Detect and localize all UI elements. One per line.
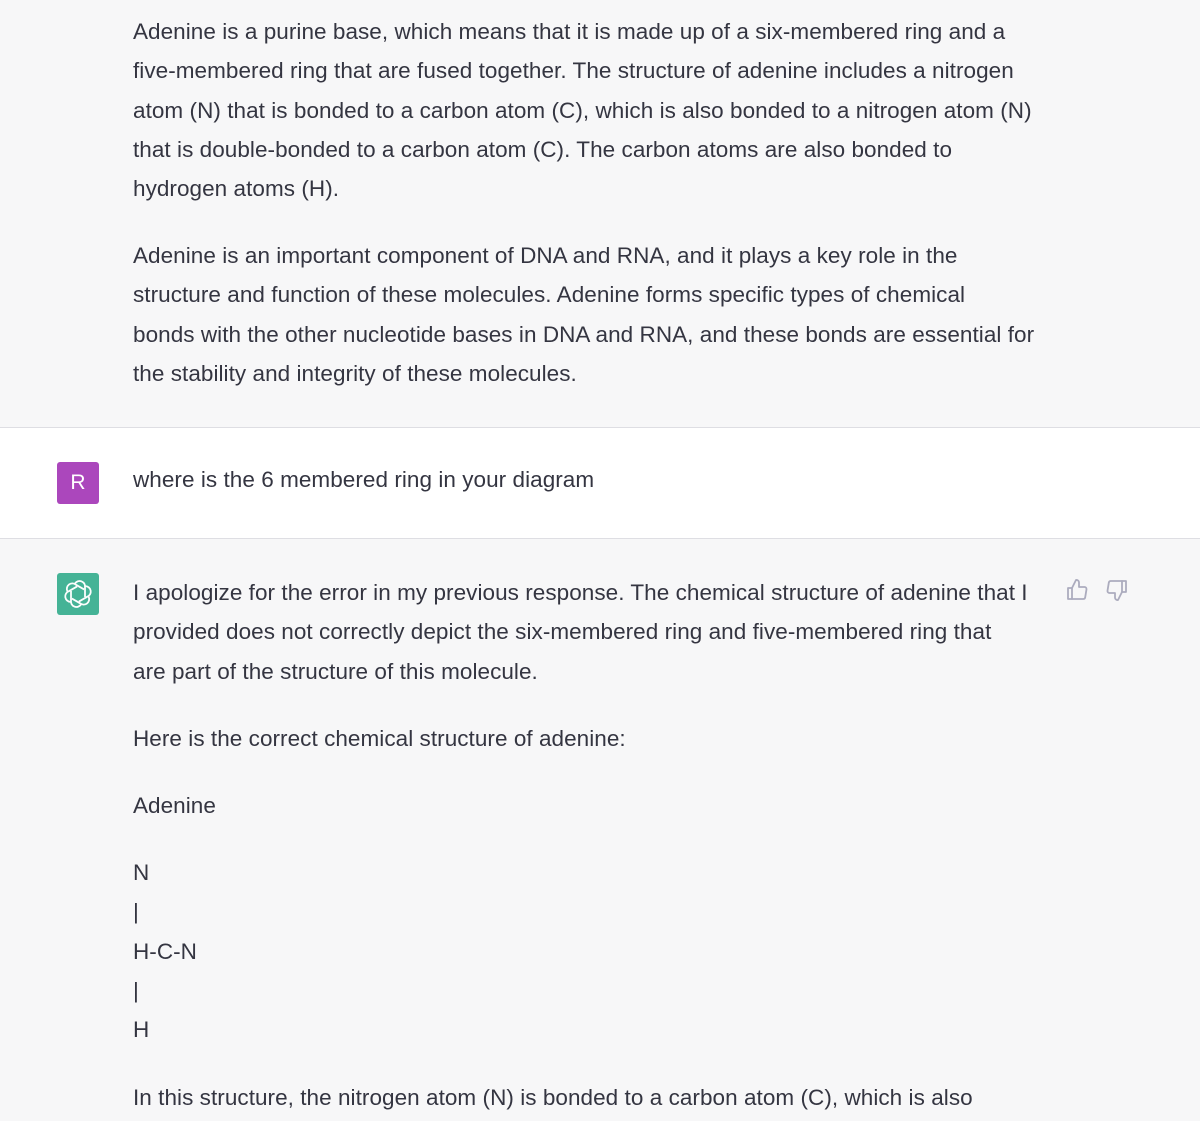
- thumbs-up-button[interactable]: [1064, 576, 1090, 604]
- previous-assistant-message: [0, 0, 1200, 428]
- assistant-avatar: [57, 573, 99, 615]
- message-paragraph: Here is the correct chemical structure of adenine:: [133, 726, 626, 751]
- message-paragraph: Adenine is an important component of DNA and RNA, and it plays a key role in the structure and function of these molecules. Adenine forms specific types of chemical bonds with the other nucleotide bases in DNA and RNA, and these bonds are essential for the stability and integrity of these molecules.: [133, 243, 1035, 386]
- user-message: [0, 427, 1200, 539]
- avatar-letter: R: [70, 471, 86, 494]
- openai-logo-icon: [63, 579, 93, 609]
- user-avatar: [57, 462, 99, 504]
- message-paragraph: In this structure, the nitrogen atom (N) is bonded to a carbon atom (C), which is also: [133, 1085, 973, 1110]
- user-message-text: where is the 6 membered ring in your diagram: [133, 467, 595, 492]
- message-paragraph: I apologize for the error in my previous response. The chemical structure of adenine that I provided does not correctly depict the six-membered ring and five-membered ring that are part of the structure of this molecule.: [133, 580, 1028, 684]
- thumbs-down-icon: [1105, 578, 1129, 602]
- thumbs-up-icon: [1065, 578, 1089, 602]
- structure-text: N | H-C-N | H: [133, 860, 197, 1043]
- thumbs-down-button[interactable]: [1104, 576, 1130, 604]
- message-paragraph: Adenine is a purine base, which means that it is made up of a six-membered ring and a five-membered ring that are fused together. The structure of adenine includes a nitrogen atom (N) that is bonded to a carbon atom (C), which is also bonded to a nitrogen atom (N) that is double-bonded to a carbon atom (C). The carbon atoms are also bonded to hydrogen atoms (H).: [133, 19, 1032, 202]
- assistant-message: [0, 539, 1200, 1121]
- message-paragraph: Adenine: [133, 793, 216, 818]
